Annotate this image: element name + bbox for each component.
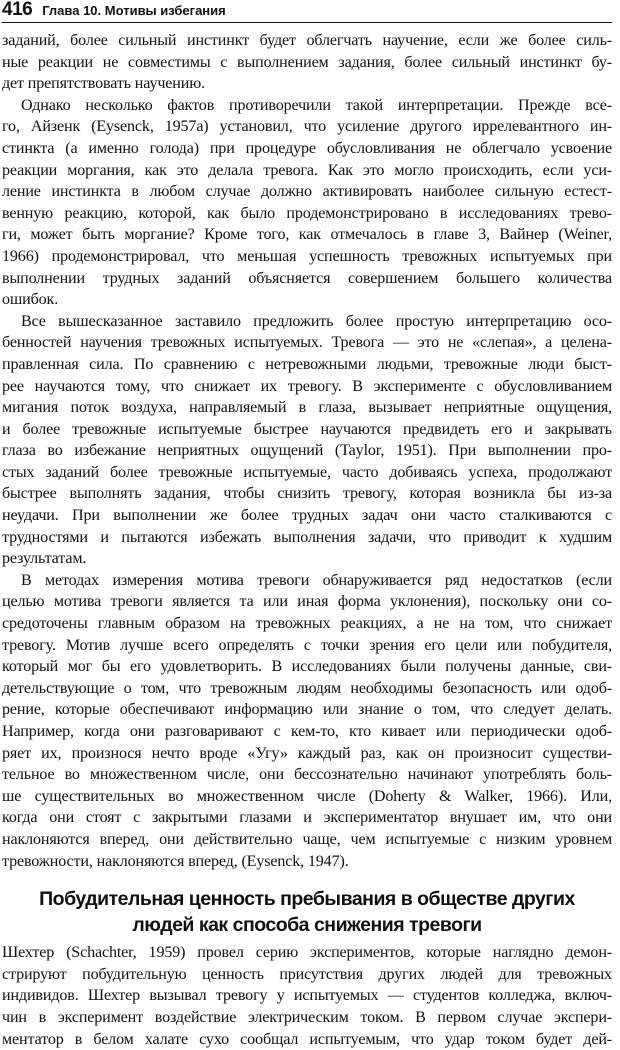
text-line: заданий, более сильный инстинкт будет облегчать научение, если же более силь- [2, 32, 612, 49]
text-line: наклоняются вперед, они действительно чаще, чем испытуемые с низким уровнем [2, 830, 612, 848]
text-line: глаза во избежание неприятных ощущений (Taylor, 1951). При выполнении про- [2, 442, 612, 460]
text-line: тревожности, наклоняются вперед, (Eysenck, 1947). [2, 852, 349, 870]
text-line: мигания поток воздуха, направляемый в глаза, вызывает неприятные ощущения, [2, 399, 612, 417]
text-line: Все вышесказанное заставило предложить более простую интерпретацию осо- [21, 312, 612, 330]
paragraph [2, 311, 612, 570]
paragraph [2, 942, 612, 1050]
text-line: который мог бы его удовлетворить. В исследованиях были получены данные, сви- [2, 658, 612, 676]
text-line: Шехтер (Schachter, 1959) провел серию экспериментов, которые наглядно демон- [2, 944, 612, 962]
text-line: ше существительных во множественном числе (Doherty & Walker, 1966). Или, [2, 787, 612, 805]
text-line: Однако несколько фактов противоречили такой интерпретации. Прежде все- [21, 96, 612, 114]
text-line: 1966) продемонстрировал, что меньшая успешность тревожных испытуемых при [2, 247, 612, 265]
text-line: В методах измерения мотива тревоги обнаруживается ряд недостатков (если [21, 571, 612, 589]
paragraph-continuation [2, 30, 612, 95]
text-line: Например, когда они разговаривают с кем-то, кто кивает или периодически одоб- [2, 723, 612, 740]
page-number: 416 [2, 0, 33, 20]
section-heading [2, 886, 612, 938]
text-line: дет препятствовать научению. [2, 75, 205, 93]
body-text [2, 30, 612, 1050]
text-line: ментатор в белом халате сухо сообщал испытуемым, что удар током будет дей- [2, 1030, 612, 1048]
text-line: неудачи. При выполнении же более трудных задач они часто сталкиваются с [2, 507, 612, 525]
text-line: индивидов. Шехтер вызывал тревогу у испытуемых — студентов колледжа, включ- [2, 987, 612, 1005]
text-line: результатам. [2, 550, 87, 568]
text-line: рение, которые обеспечивают информацию или знание о том, что следует делать. [2, 701, 612, 719]
text-line: ление инстинкта в любом случае должно активировать наиболее сильную естест- [2, 183, 612, 201]
text-line: средоточены главным образом на тревожных реакциях, а не на том, что снижает [2, 615, 612, 633]
text-line: го, Айзенк (Eysenck, 1957а) установил, что усиление другого иррелевантного ин- [2, 118, 612, 136]
text-line: стрируют побудительную ценность присутствия других людей для тревожных [2, 965, 612, 983]
paragraph [2, 570, 612, 872]
text-line: детельствующие о том, что тревожным людям необходимы безопасность или одоб- [2, 679, 612, 697]
text-line: стых заданий более тревожные испытуемые, часто добиваясь успеха, продолжают [2, 463, 612, 481]
text-line: ные реакции не совместимы с выполнением задания, более сильный инстинкт бу- [2, 53, 612, 71]
text-line: стинкта (а именно голода) при процедуре обусловливания не облегчало усвоение [2, 139, 612, 157]
chapter-title: Глава 10. Мотивы избегания [42, 3, 226, 18]
section-heading-line: людей как способа снижения тревоги [132, 914, 482, 937]
text-line: и более тревожные испытуемые быстрее научаются предвидеть его и закрывать [2, 420, 612, 438]
text-line: когда они стоят с закрытыми глазами и экспериментатор внушает им, что они [2, 809, 612, 827]
text-line: правленная сила. По сравнению с нетревожными людьми, тревожные люди быст- [2, 355, 612, 373]
text-line: венную реакцию, которой, как было продемонстрировано в исследованиях трево- [2, 204, 612, 222]
text-line: ряет их, произнося нечто вроде «Угу» каждый раз, как он произносит существи- [2, 744, 612, 762]
text-line: быстрее выполнять задания, чтобы снизить тревогу, которая возникла бы из-за [2, 485, 612, 503]
section-heading-line: Побудительная ценность пребывания в обществе других [39, 888, 575, 911]
text-line: целью мотива тревоги является та или иная форма уклонения), поскольку они со- [2, 593, 612, 611]
text-line: рее научаются тому, что снижает их тревогу. В эксперименте с обусловливанием [2, 377, 612, 395]
text-line: чин в эксперимент воздействие электрическим током. В первом случае экспери- [2, 1008, 612, 1026]
text-line: бенностей научения тревожных испытуемых. Тревога — это не «слепая», а целена- [2, 334, 612, 352]
text-line: тревогу. Мотив лучше всего определять с точки зрения его цели или побудителя, [2, 636, 612, 654]
paragraph [2, 95, 612, 311]
text-line: ошибок. [2, 291, 59, 309]
text-line: ги, может быть моргание? Кроме того, как отмечалось в главе 3, Вайнер (Weiner, [2, 226, 612, 244]
text-line: тельное во множественном числе, они бессознательно начинают употреблять боль- [2, 766, 612, 784]
text-line: трудностями и пытаются избежать выполнения задачи, что приводит к худшим [2, 528, 612, 546]
running-header [2, 0, 612, 23]
text-line: выполнении трудных заданий объясняется совершением большего количества [2, 269, 612, 287]
text-line: реакции моргания, как это делала тревога. Как это могло происходить, если уси- [2, 161, 612, 179]
